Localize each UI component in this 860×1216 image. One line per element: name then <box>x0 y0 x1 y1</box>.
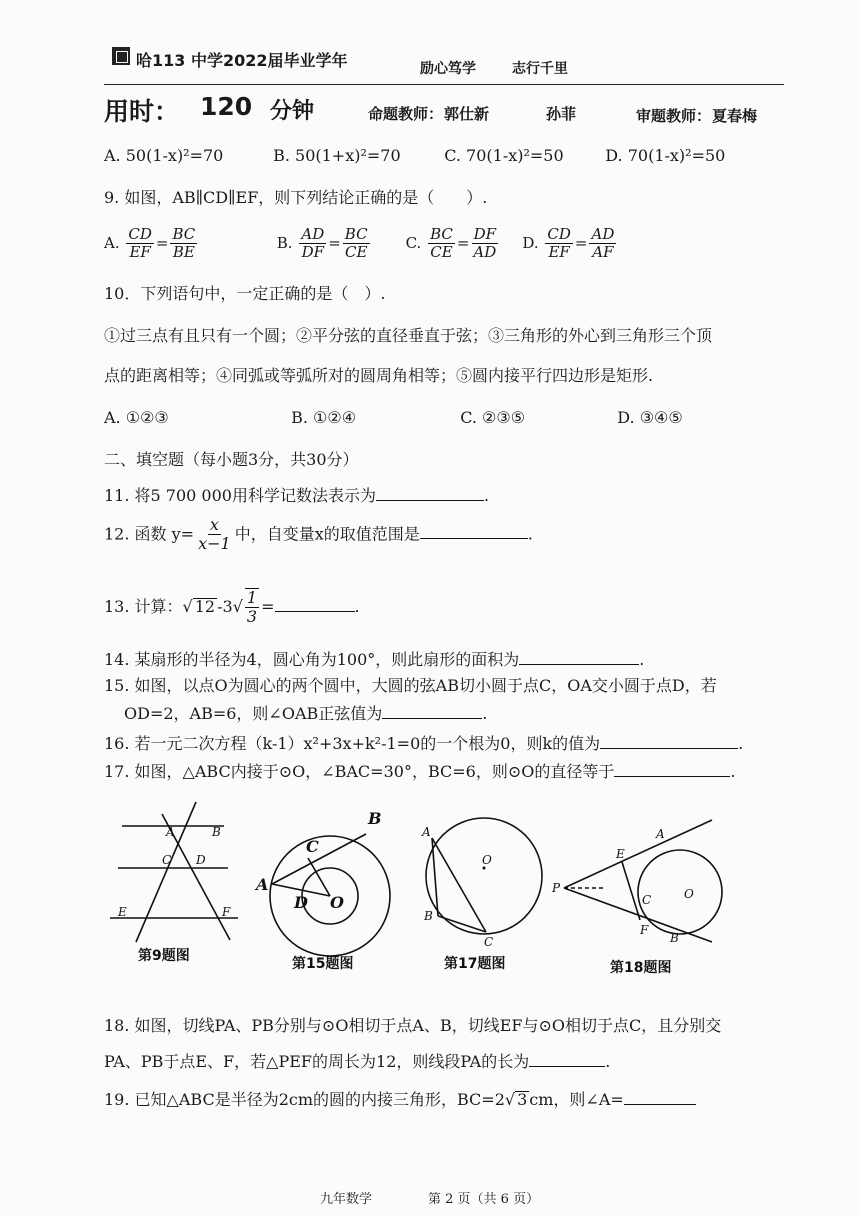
q9-d-n2: AD <box>591 225 615 243</box>
q9-c-n1: BC <box>430 225 453 243</box>
motto-right: 志行千里 <box>512 61 568 77</box>
section-title: 二、填空题（每小题3分，共30分） <box>104 450 359 469</box>
q15-line1: 15. 如图，以点O为圆心的两个圆中，大圆的弦AB切小圆于点C，OA交小圆于点D，若 <box>104 676 717 695</box>
q12-den: x−1 <box>198 534 231 554</box>
q18-answer-blank[interactable] <box>529 1052 605 1067</box>
q12-answer-blank[interactable] <box>420 524 528 539</box>
q17 <box>104 762 735 780</box>
fig17-label-b: B <box>424 909 433 923</box>
q12-post: 中，自变量x的取值范围是 <box>234 524 420 544</box>
q10-option-b: B. ①②④ <box>291 408 357 427</box>
q9-c-frac1 <box>428 226 455 262</box>
q13 <box>104 588 360 627</box>
q15-answer-blank[interactable] <box>382 704 482 719</box>
q9-a-frac1 <box>126 226 154 262</box>
q12-end: . <box>527 524 533 544</box>
q9-d-frac1 <box>545 226 573 262</box>
time-value: 120 <box>200 92 253 121</box>
q15-line2-text: OD=2，AB=6，则∠OAB正弦值为 <box>124 704 383 723</box>
q13-den: 3 <box>246 607 258 627</box>
q11-end: . <box>483 486 490 505</box>
q9-a-d2: BE <box>172 243 195 262</box>
q9-d-n1: CD <box>547 225 571 243</box>
fig18-label-e: E <box>616 847 625 861</box>
q10-line1: ①过三点有且只有一个圆；②平分弦的直径垂直于弦；③三角形的外心到三角形三个顶 <box>104 326 713 345</box>
fig17-side-ac <box>432 838 486 932</box>
fig18-label-a: A <box>656 827 665 841</box>
fig9-label-d: D <box>196 853 206 867</box>
fig9-label-e: E <box>118 905 127 919</box>
q13-num: 1 <box>246 588 258 607</box>
q14 <box>104 650 644 668</box>
q10-line2: 点的距离相等；④同弧或等弧所对的圆周角相等；⑤圆内接平行四边形是矩形. <box>104 366 654 385</box>
q9-option-b: B. $\frac{AD}{DF}$ = $\frac{BC}{CE}$ <box>276 225 368 262</box>
q12-frac <box>196 516 233 554</box>
header-rule <box>104 84 784 85</box>
q13-end: . <box>354 596 360 616</box>
radical-sign: √ <box>232 596 243 616</box>
q16-answer-blank[interactable] <box>600 734 738 749</box>
fig18-label-f: F <box>640 923 649 937</box>
q9-c-d1: CE <box>430 243 453 262</box>
figure-15-caption: 第15题图 <box>292 956 354 972</box>
q9-b-d1: DF <box>301 243 324 262</box>
fig15-label-d: D <box>294 893 308 912</box>
q9-b-frac1 <box>299 226 326 262</box>
q9-b-n2: BC <box>344 225 368 243</box>
fig18-circle <box>638 850 722 934</box>
q9-stem: 9. 如图，AB∥CD∥EF，则下列结论正确的是（ ）. <box>104 188 488 207</box>
fig15-label-a: A <box>256 875 269 894</box>
q10-option-c: C. ②③⑤ <box>460 408 526 427</box>
q8-option-c: C. 70(1-x)²=50 <box>444 146 564 165</box>
author-label: 命题教师： <box>368 105 444 123</box>
q13-post: = <box>261 596 275 616</box>
q9-a-label: A. <box>104 233 120 252</box>
q10-options <box>104 410 683 426</box>
q13-radicand: 12 <box>194 596 216 616</box>
fig18-label-o: O <box>684 887 694 901</box>
footer-page: 第 2 页（共 6 页） <box>428 1192 540 1207</box>
footer-subject: 九年数学 <box>320 1192 373 1207</box>
fig9-label-f: F <box>222 905 231 919</box>
q9-d-label: D. <box>522 233 539 252</box>
q17-text: 17. 如图，△ABC内接于⊙O，∠BAC=30°，BC=6，则⊙O的直径等于 <box>104 762 615 781</box>
fig17-label-o: O <box>482 853 492 867</box>
q18-line2-text: PA、PB于点E、F，若△PEF的周长为12，则线段PA的长为 <box>104 1052 530 1071</box>
q14-text: 14. 某扇形的半径为4，圆心角为100°，则此扇形的面积为 <box>104 650 520 669</box>
q16-end: . <box>738 734 744 753</box>
time-unit: 分钟 <box>270 99 315 124</box>
fig17-label-a: A <box>422 825 431 839</box>
fig18-label-b: B <box>670 931 679 945</box>
q9-option-c: C. $\frac{BC}{CE}$ = $\frac{DF}{AD}$ <box>405 225 497 262</box>
fig15-label-o: O <box>330 893 344 912</box>
q9-a-n1: CD <box>128 225 152 243</box>
fig17-circle <box>426 818 542 934</box>
q18-end: . <box>605 1052 611 1071</box>
q14-end: . <box>639 650 645 669</box>
q13-answer-blank[interactable] <box>275 597 355 612</box>
radical-sign: √ <box>504 1090 516 1109</box>
q18-line1: 18. 如图，切线PA、PB分别与⊙O相切于点A、B，切线EF与⊙O相切于点C，且分别交 <box>104 1016 722 1035</box>
q8-option-a: A. 50(1-x)²=70 <box>104 146 224 165</box>
q12-pre: 12. 函数 y= <box>104 524 195 544</box>
fig18-label-c: C <box>642 893 652 907</box>
q16 <box>104 734 743 752</box>
figures-strip <box>100 796 760 986</box>
q9-c-d2: AD <box>473 243 497 262</box>
figure-17 <box>426 818 542 934</box>
fig9-label-a: A <box>166 825 175 839</box>
q9-a-d1: EF <box>129 243 151 262</box>
fig18-tangent-pa <box>564 820 712 888</box>
q13-mid: -3 <box>217 596 233 616</box>
q8-option-d: D. 70(1-x)²=50 <box>605 146 726 165</box>
q15-end: . <box>482 704 488 723</box>
q14-answer-blank[interactable] <box>519 650 639 665</box>
q16-text: 16. 若一元二次方程（k-1）x²+3x+k²-1=0的一个根为0，则k的值为 <box>104 734 601 753</box>
q9-b-n1: AD <box>301 225 325 243</box>
q9-options <box>104 226 618 262</box>
q12-num: x <box>209 515 219 534</box>
q19-radicand: 3 <box>517 1090 528 1109</box>
radical-sign: √ <box>182 596 193 616</box>
q10-option-d: D. ③④⑤ <box>617 408 683 427</box>
q9-d-d2: AF <box>592 243 614 262</box>
figure-18-caption: 第18题图 <box>610 960 672 976</box>
fig15-segment-oc <box>308 858 330 896</box>
q10-stem: 10．下列语句中，一定正确的是（ ）. <box>104 284 386 303</box>
motto-left: 励心笃学 <box>420 61 476 77</box>
q17-answer-blank[interactable] <box>614 762 730 777</box>
q9-b-d2: CE <box>344 243 368 262</box>
figure-9-caption: 第9题图 <box>138 948 190 964</box>
q12 <box>104 516 533 554</box>
figure-9 <box>110 802 238 942</box>
q9-c-label: C. <box>405 233 422 252</box>
fig9-label-b: B <box>212 825 221 839</box>
fig9-label-c: C <box>162 853 172 867</box>
author-2: 孙菲 <box>546 105 577 123</box>
q19 <box>104 1090 696 1108</box>
q9-d-d1: EF <box>548 243 570 262</box>
reviewer-name: 夏春梅 <box>712 107 758 125</box>
fig18-label-p: P <box>552 881 561 895</box>
fig15-label-b: B <box>368 809 382 828</box>
q9-a-n2: BC <box>172 225 196 243</box>
q9-b-label: B. <box>276 233 293 252</box>
q15-line2 <box>124 704 487 722</box>
q8-options <box>104 148 725 164</box>
fig15-label-c: C <box>306 837 319 856</box>
q9-option-d: D. $\frac{CD}{EF}$ = $\frac{AD}{AF}$ <box>522 225 615 262</box>
q17-end: . <box>730 762 736 781</box>
figure-17-caption: 第17题图 <box>444 956 506 972</box>
q9-c-n2: DF <box>473 225 497 243</box>
q19-post: cm，则∠A= <box>529 1090 624 1109</box>
reviewer-label: 审题教师： <box>636 107 712 125</box>
q9-d-frac2 <box>589 226 616 262</box>
time-label: 用时： <box>104 97 180 126</box>
school-logo <box>112 47 130 65</box>
q9-b-frac2 <box>343 226 370 262</box>
q11-text: 11. 将5 700 000用科学记数法表示为 <box>104 486 376 505</box>
figure-9-labels <box>117 825 231 919</box>
q19-answer-blank[interactable] <box>624 1090 696 1105</box>
q13-pre: 13. 计算： <box>104 596 183 616</box>
q18-line2 <box>104 1052 610 1070</box>
school-title: 哈113 中学2022届毕业学年 <box>136 51 348 70</box>
q10-option-a: A. ①②③ <box>104 408 169 427</box>
q11-answer-blank[interactable] <box>376 486 484 501</box>
q11 <box>104 486 489 504</box>
q9-option-a: A. $\frac{CD}{EF}$ = $\frac{BC}{BE}$ <box>104 225 196 262</box>
fig17-label-c: C <box>484 935 494 949</box>
q13-frac <box>245 588 259 627</box>
q9-a-frac2 <box>170 226 197 262</box>
author-1: 郭仕新 <box>444 105 490 123</box>
q8-option-b: B. 50(1+x)²=70 <box>273 146 401 165</box>
q19-pre: 19. 已知△ABC是半径为2cm的圆的内接三角形，BC=2 <box>104 1090 505 1109</box>
q9-c-frac2 <box>471 226 498 262</box>
